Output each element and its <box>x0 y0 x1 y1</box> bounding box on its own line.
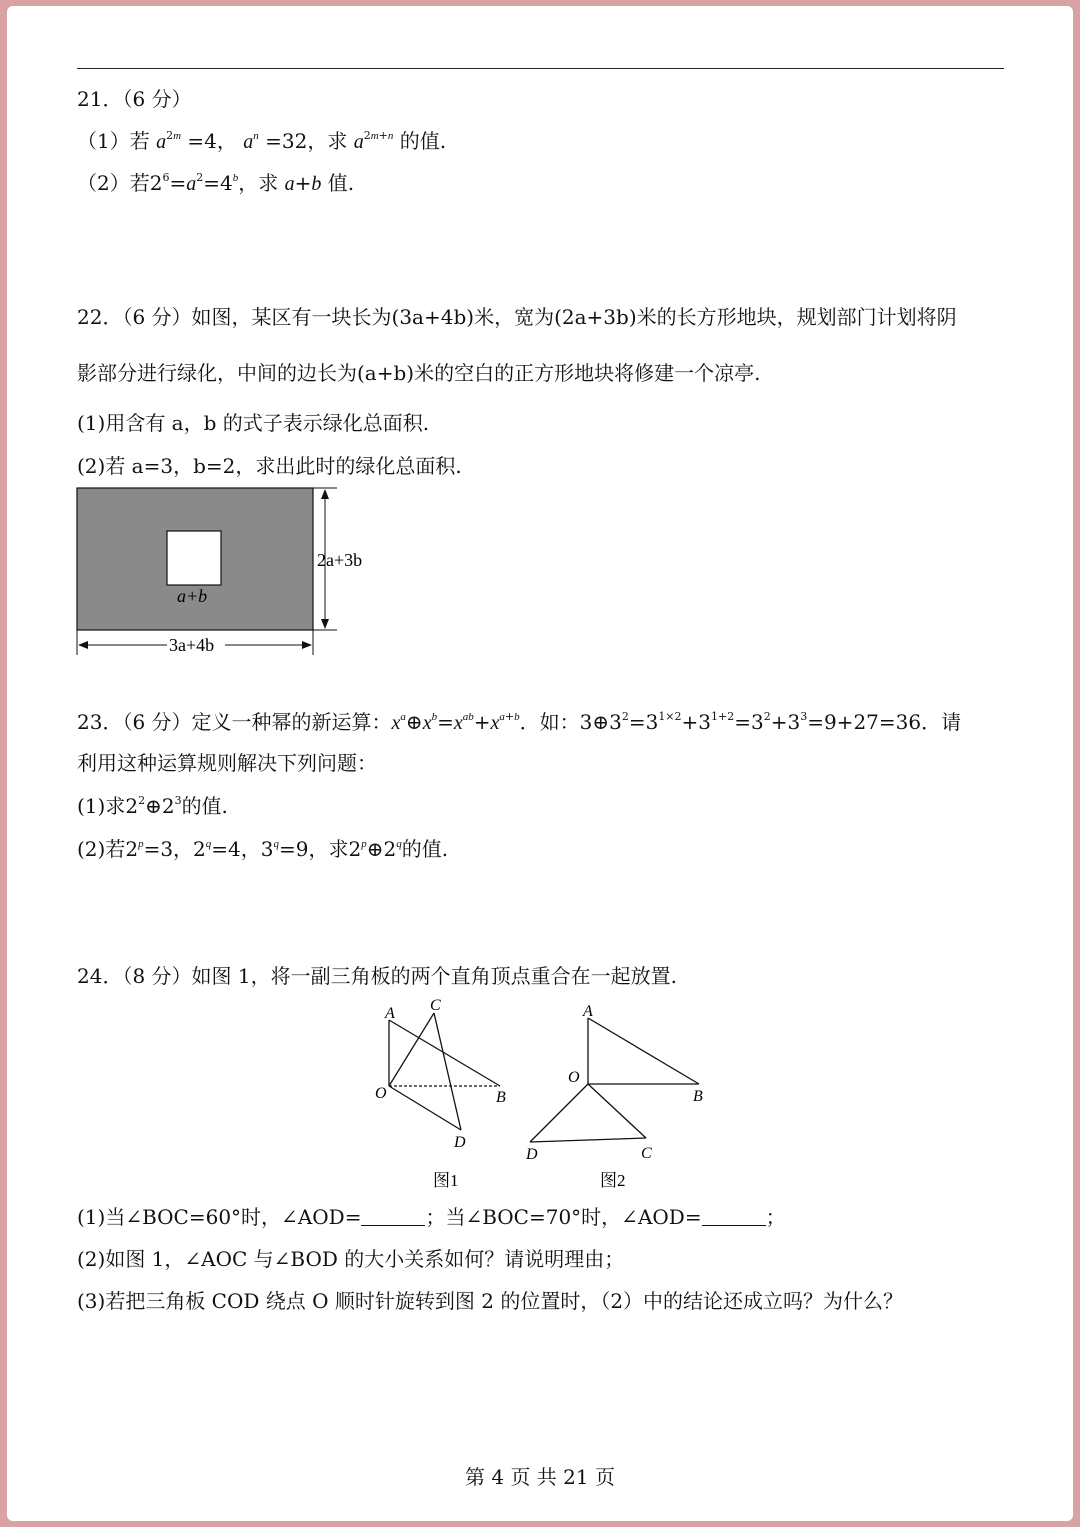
fig2-caption: 图2 <box>600 1171 626 1190</box>
fig2-label-O: O <box>568 1069 580 1086</box>
answer-blank-2[interactable] <box>702 1207 766 1226</box>
q22-line1: 22．（6 分）如图，某区有一块长为(3a+4b)米，宽为(2a+3b)米的长方形地块，规划部门计划将阴 <box>77 305 957 329</box>
q24-figures <box>367 996 727 1196</box>
fig2-label-D: D <box>526 1146 538 1163</box>
label-inner: a+b <box>177 586 208 606</box>
fig2-label-C: C <box>641 1145 652 1162</box>
fig1-caption: 图1 <box>433 1171 459 1190</box>
fig1-label-C: C <box>430 997 441 1014</box>
q22-part2: (2)若 a=3，b=2，求出此时的绿化总面积. <box>77 454 462 478</box>
blank-square <box>167 531 221 585</box>
fig2-label-B: B <box>693 1088 703 1105</box>
q24-part3: (3)若把三角板 COD 绕点 O 顺时针旋转到图 2 的位置时，（2）中的结论还成立吗？为什么？ <box>77 1289 904 1313</box>
label-right: 2a+3b <box>317 550 363 570</box>
q23-line1: 23．（6 分）定义一种幂的新运算：$x^a\oplus x^b=x^{ab}+x^{a+b}$．如：$3\oplus 3^2=3^{1\times 2}+3^{1+2}=3^2+3^3=9+27=36$．请 <box>77 710 962 734</box>
q23-line2: 利用这种运算规则解决下列问题： <box>77 751 377 775</box>
exam-page <box>7 6 1073 1521</box>
q22-line2: 影部分进行绿化，中间的边长为(a+b)米的空白的正方形地块将修建一个凉亭. <box>77 361 761 385</box>
q21-heading: 21．（6 分） <box>77 87 192 111</box>
fig1-label-A: A <box>385 1005 395 1022</box>
page-footer: 第 4 页 共 21 页 <box>465 1465 615 1489</box>
figure-1 <box>375 997 506 1190</box>
fig1-label-D: D <box>454 1134 466 1151</box>
q23-part1: (1)求$2^2\oplus 2^3$的值. <box>77 794 228 818</box>
q21-part1: （1）若 $a^{2m} =4$， $a^n =32$，求 $a^{2m+n}$ 的值. <box>77 129 447 153</box>
q23-part2: (2)若$2^p=3$，$2^q=4$，$3^q=9$，求2$^p$⊕2$^q$的值. <box>77 837 449 861</box>
fig2-label-A: A <box>583 1003 593 1020</box>
q24-part1: (1)当∠BOC=60°时，∠AOD= ；当∠BOC=70°时，∠AOD= ； <box>77 1205 786 1229</box>
fig1-label-B: B <box>496 1089 506 1106</box>
header-rule <box>77 68 1004 69</box>
label-bottom: 3a+4b <box>169 635 215 655</box>
q21-part2: （2）若$2^6=a^2=4^b$，求 a+b 值. <box>77 171 355 195</box>
q22-figure <box>69 480 409 660</box>
figure-2 <box>525 1003 703 1190</box>
q22-part1: (1)用含有 a，b 的式子表示绿化总面积. <box>77 411 430 435</box>
answer-blank-1[interactable] <box>361 1207 425 1226</box>
q24-heading: 24．（8 分）如图 1，将一副三角板的两个直角顶点重合在一起放置. <box>77 964 677 988</box>
q24-part2: (2)如图 1，∠AOC 与∠BOD 的大小关系如何？请说明理由； <box>77 1247 625 1271</box>
fig1-label-O: O <box>375 1085 387 1102</box>
